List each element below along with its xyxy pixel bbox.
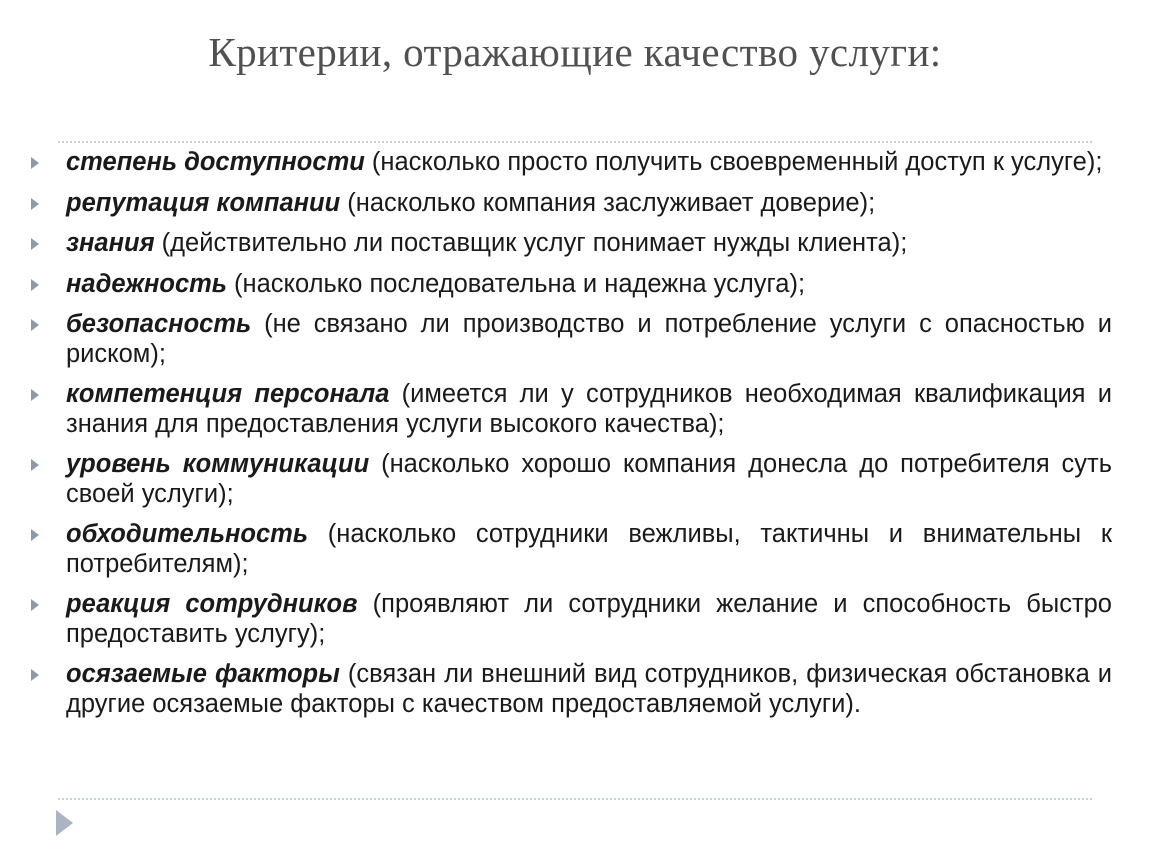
list-item (0, 380, 1150, 439)
criterion-description: (не связано ли производство и потребление услуги с опасностью и риском); (66, 310, 1112, 368)
criterion-description: (имеется ли у сотрудников необходимая квалификация и знания для предоставления услуги высокого качества); (66, 380, 1112, 438)
criterion-description: (насколько компания заслуживает доверие); (340, 188, 876, 217)
criterion-description: (связан ли внешний вид сотрудников, физическая обстановка и другие осязаемые факторы с качеством предоставляемой услуги). (66, 660, 1112, 718)
criterion-term: реакция сотрудников (66, 590, 358, 618)
triangle-bullet-icon (31, 599, 39, 611)
triangle-bullet-icon (31, 529, 39, 541)
criterion-term: знания (66, 229, 155, 257)
top-divider (58, 141, 1092, 143)
criterion-term: компетенция персонала (66, 380, 390, 408)
criterion-term: обходительность (66, 520, 309, 548)
triangle-arrow-icon (56, 810, 73, 836)
criterion-description: (насколько сотрудники вежливы, тактичны и внимательны к потребителям); (66, 520, 1112, 578)
list-item (0, 590, 1150, 649)
triangle-bullet-icon (31, 157, 39, 169)
slide-title: Критерии, отражающие качество услуги: (208, 29, 942, 75)
list-item (0, 148, 1150, 178)
list-item (0, 660, 1150, 719)
criterion-term: степень доступности (66, 148, 365, 176)
list-item (0, 310, 1150, 369)
criterion-term: осязаемые факторы (66, 660, 340, 688)
list-item (0, 189, 1150, 219)
list-item (0, 270, 1150, 300)
criterion-term: безопасность (66, 310, 252, 338)
list-item (0, 450, 1150, 509)
triangle-bullet-icon (31, 669, 39, 681)
criterion-description: (насколько хорошо компания донесла до потребителя суть своей услуги); (66, 450, 1113, 508)
triangle-bullet-icon (31, 198, 39, 210)
criteria-list (0, 148, 1150, 730)
criterion-description: (проявляют ли сотрудники желание и способность быстро предоставить услугу); (66, 590, 1112, 648)
criterion-description: (насколько просто получить своевременный доступ к услуге); (364, 148, 1103, 176)
list-item (0, 520, 1150, 579)
criterion-term: надежность (66, 269, 227, 298)
bottom-divider (58, 798, 1092, 800)
criterion-description: (действительно ли поставщик услуг понимает нужды клиента); (154, 229, 908, 257)
triangle-bullet-icon (31, 459, 39, 471)
criterion-term: репутация компании (66, 188, 341, 217)
triangle-bullet-icon (31, 389, 39, 401)
triangle-bullet-icon (31, 319, 39, 331)
triangle-bullet-icon (31, 279, 39, 291)
list-item (0, 229, 1150, 259)
criterion-description: (насколько последовательна и надежна услуга); (226, 269, 806, 298)
criterion-term: уровень коммуникации (66, 450, 370, 478)
triangle-bullet-icon (31, 238, 39, 250)
